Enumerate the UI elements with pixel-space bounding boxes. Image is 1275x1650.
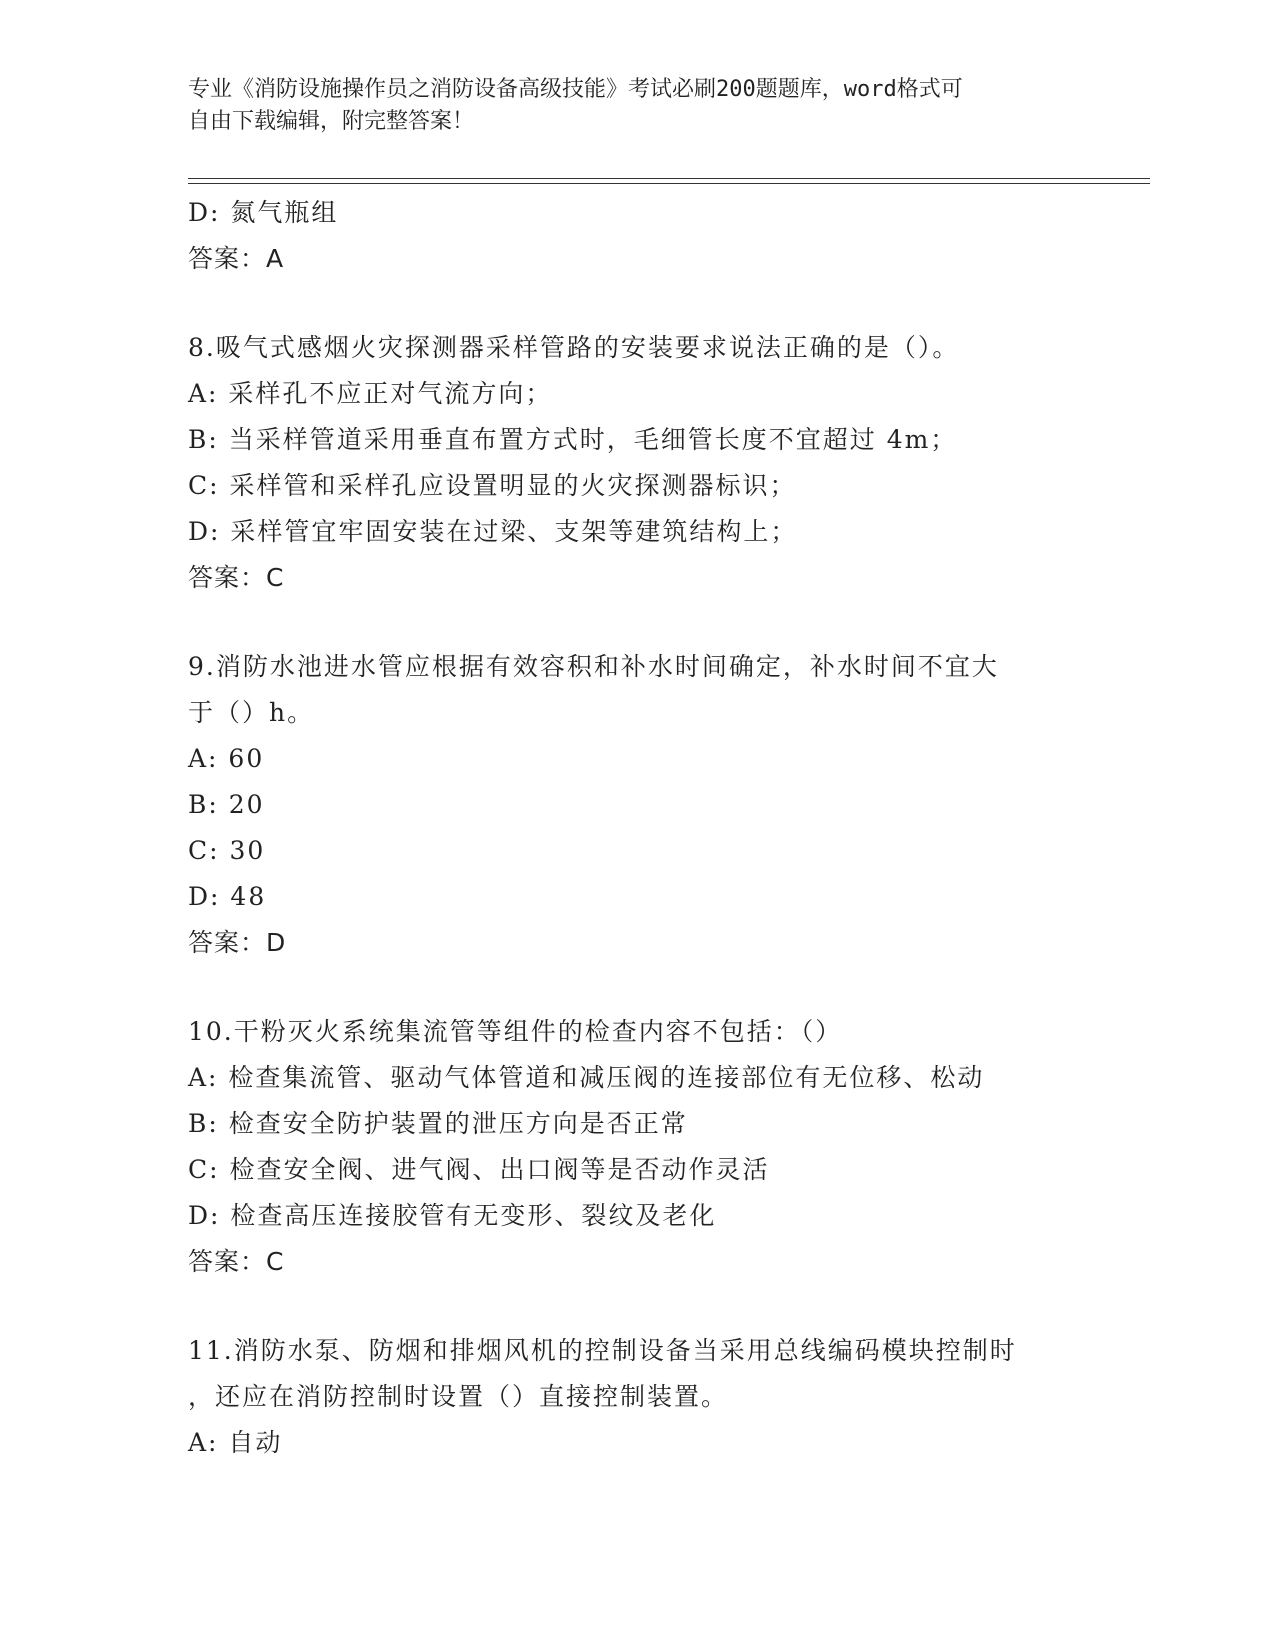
option-d: D: 氮气瓶组 (188, 198, 339, 227)
option-a: A: 自动 (188, 1428, 283, 1457)
question-stem-line-2: 于（）h。 (188, 698, 315, 727)
header-line-2: 自由下载编辑，附完整答案！ (188, 109, 475, 134)
question-10 (188, 1009, 1088, 1285)
header-divider-bottom (188, 183, 1150, 184)
header-divider-top (188, 178, 1150, 179)
option-a: A: 60 (188, 744, 265, 773)
question-stem: 8.吸气式感烟火灾探测器采样管路的安装要求说法正确的是（）。 (188, 333, 960, 362)
option-c: C: 采样管和采样孔应设置明显的火灾探测器标识； (188, 471, 797, 500)
option-b: B: 检查安全防护装置的泄压方向是否正常 (188, 1109, 688, 1138)
header-line-1: 专业《消防设施操作员之消防设备高级技能》考试必刷200题题库，word格式可 (188, 77, 963, 102)
option-d: D: 48 (188, 882, 267, 911)
option-b: B: 20 (188, 790, 265, 819)
question-7 (188, 190, 1088, 282)
question-stem-line-2: ，还应在消防控制时设置（）直接控制装置。 (188, 1382, 729, 1411)
answer: 答案：C (188, 1247, 285, 1276)
option-a: A: 采样孔不应正对气流方向； (188, 379, 553, 408)
option-c: C: 30 (188, 836, 266, 865)
option-b: B: 当采样管道采用垂直布置方式时，毛细管长度不宜超过 4m； (188, 425, 958, 454)
question-stem-line-1: 11.消防水泵、防烟和排烟风机的控制设备当采用总线编码模块控制时 (188, 1336, 1017, 1365)
question-list (188, 190, 1088, 1466)
option-c: C: 检查安全阀、进气阀、出口阀等是否动作灵活 (188, 1155, 770, 1184)
question-8 (188, 325, 1088, 601)
question-11 (188, 1328, 1088, 1466)
option-d: D: 检查高压连接胶管有无变形、裂纹及老化 (188, 1201, 717, 1230)
answer: 答案：A (188, 244, 285, 273)
question-9 (188, 644, 1088, 966)
question-stem: 10.干粉灭火系统集流管等组件的检查内容不包括：（） (188, 1017, 843, 1046)
option-d: D: 采样管宜牢固安装在过梁、支架等建筑结构上； (188, 517, 798, 546)
question-stem-line-1: 9.消防水池进水管应根据有效容积和补水时间确定，补水时间不宜大 (188, 652, 999, 681)
option-a: A: 检查集流管、驱动气体管道和减压阀的连接部位有无位移、松动 (188, 1063, 985, 1092)
document-header (188, 74, 1088, 138)
answer: 答案：D (188, 928, 287, 957)
answer: 答案：C (188, 563, 285, 592)
